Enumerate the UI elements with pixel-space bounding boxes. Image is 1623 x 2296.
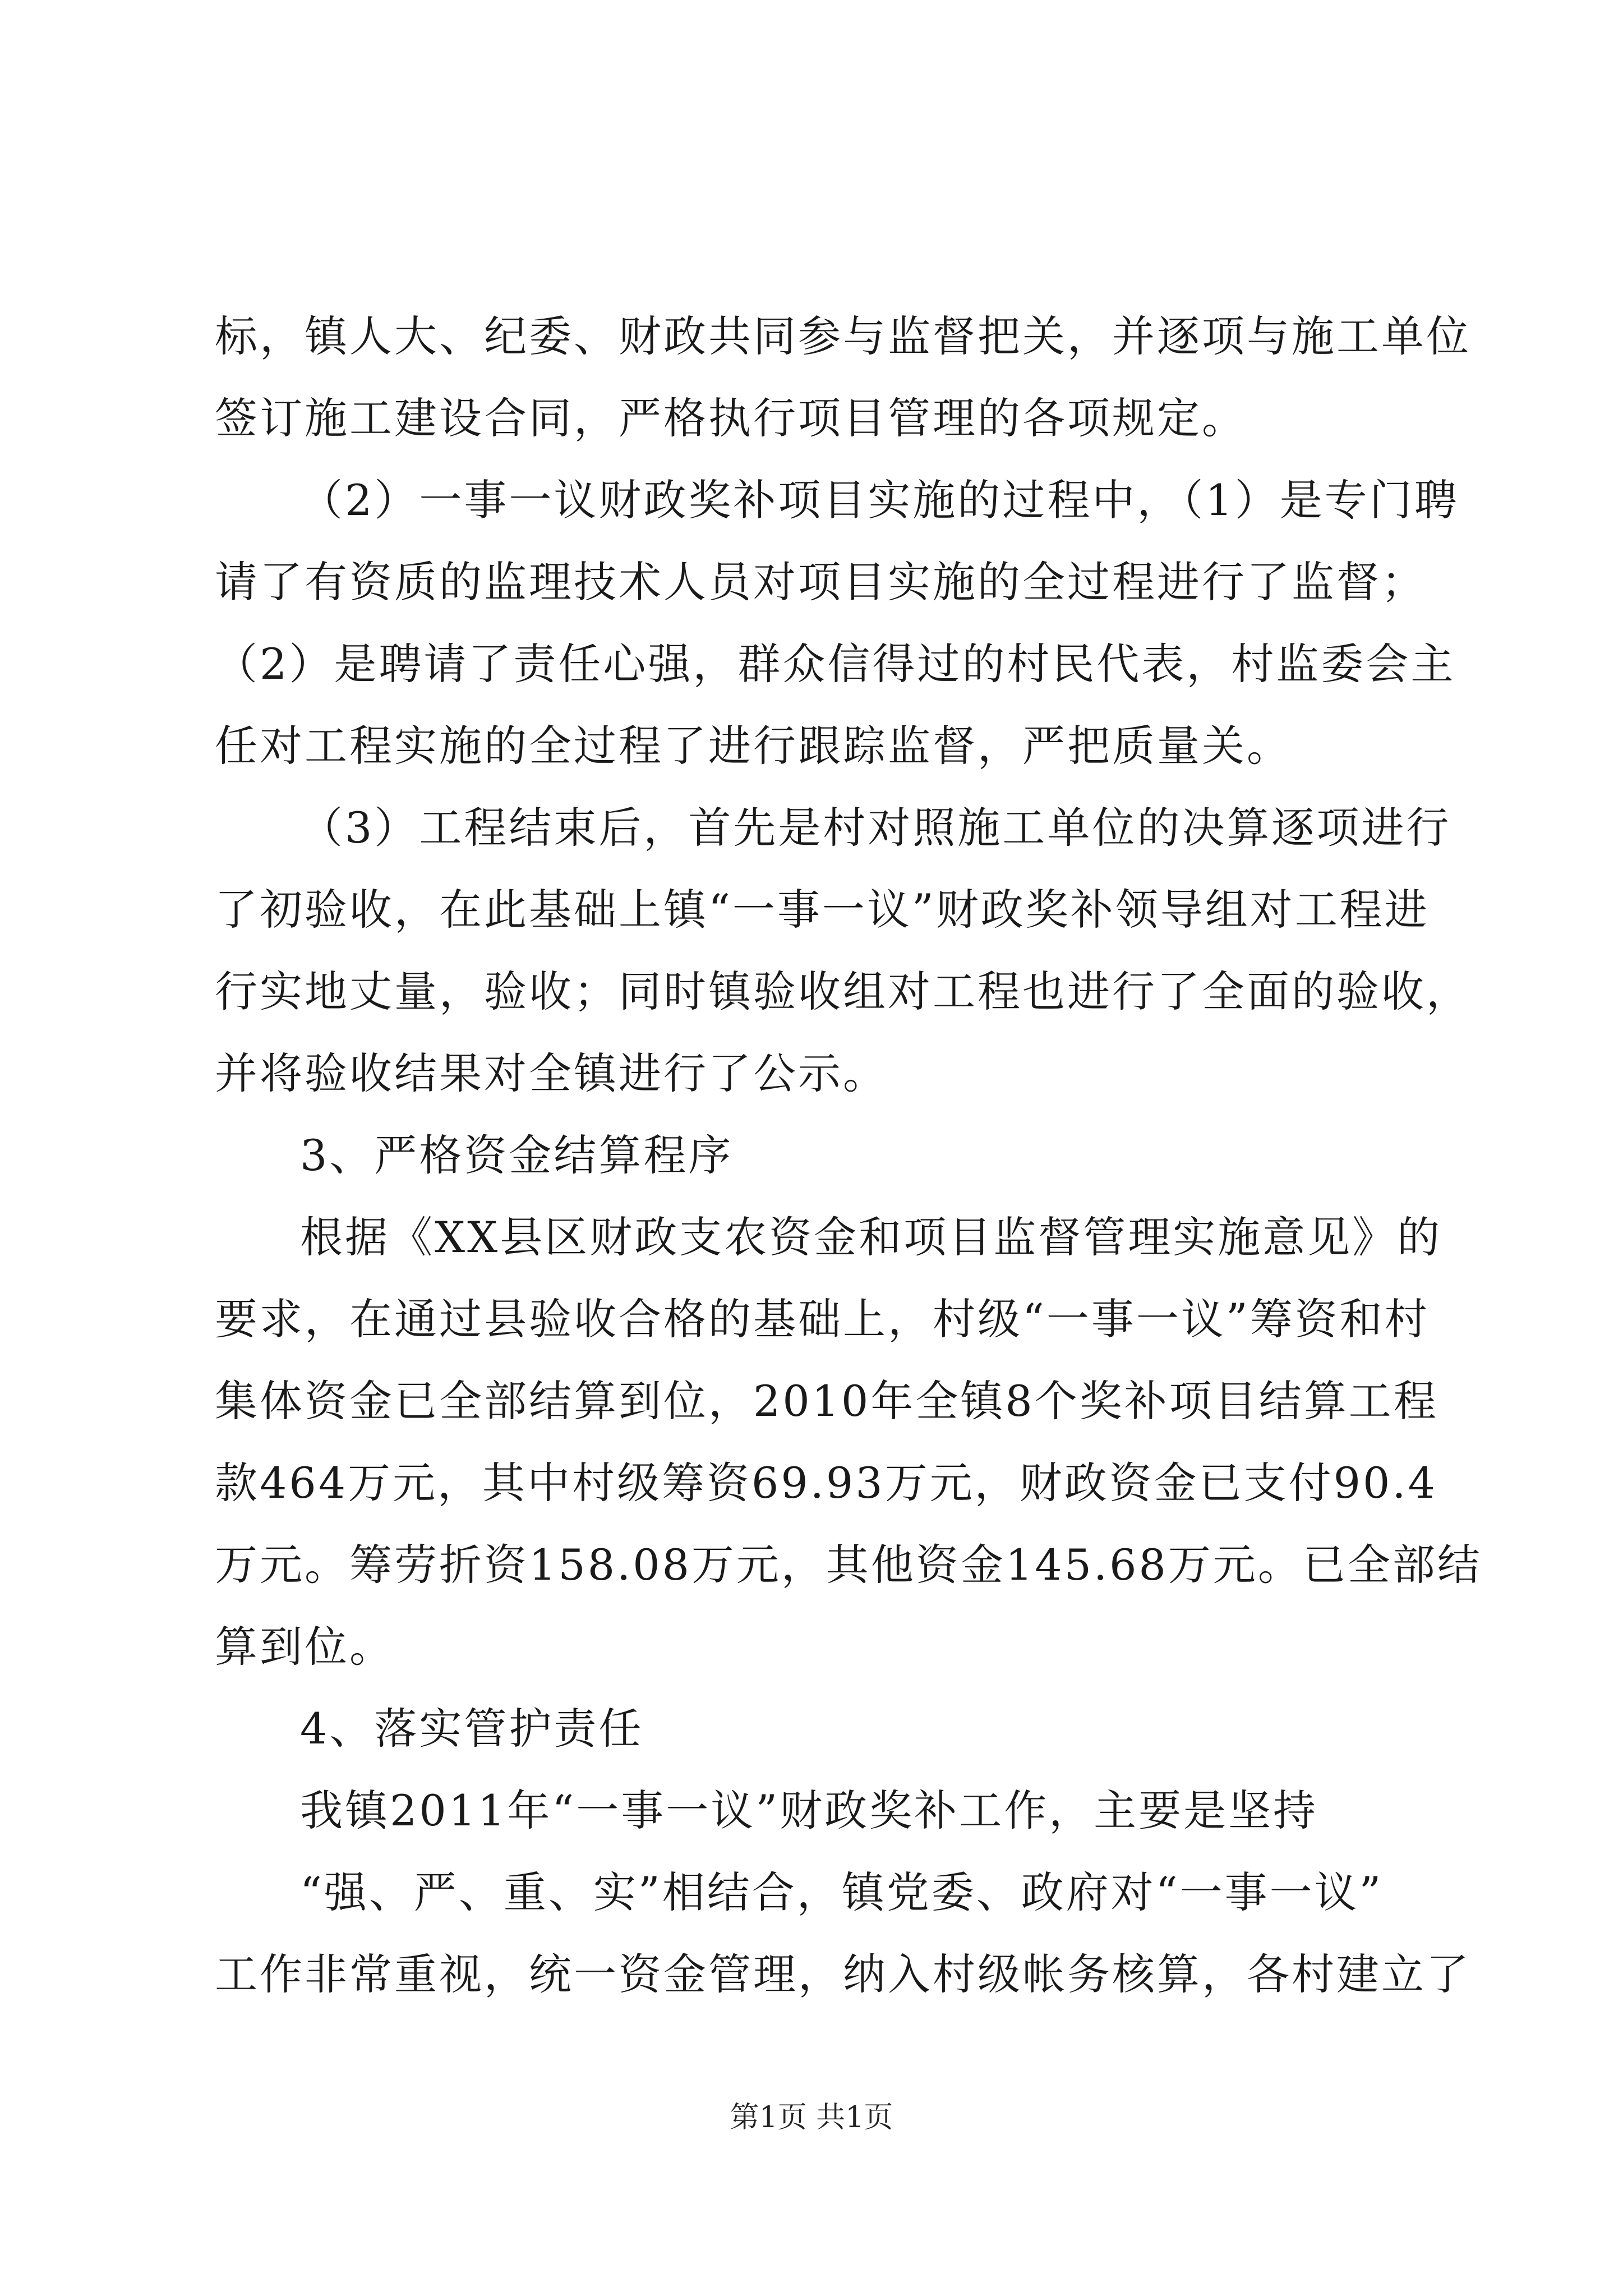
- text-line: 并将验收结果对全镇进行了公示。: [215, 1048, 888, 1098]
- text-line: 了初验收，在此基础上镇“一事一议”财政奖补领导组对工程进: [215, 885, 1430, 935]
- text-line: 根据《XX县区财政支农资金和项目监督管理实施意见》的: [300, 1212, 1442, 1262]
- text-line: 工作非常重视，统一资金管理，纳入村级帐务核算，各村建立了: [215, 1949, 1471, 1999]
- section-heading: 3、严格资金结算程序: [300, 1130, 734, 1180]
- text-line: 集体资金已全部结算到位，2010年全镇8个奖补项目结算工程: [215, 1376, 1438, 1426]
- text-line: 要求，在通过县验收合格的基础上，村级“一事一议”筹资和村: [215, 1294, 1430, 1344]
- text-line: 我镇2011年“一事一议”财政奖补工作，主要是坚持: [300, 1786, 1318, 1835]
- text-line: （3）工程结束后，首先是村对照施工单位的决算逐项进行: [300, 803, 1451, 853]
- text-line: 请了有资质的监理技术人员对项目实施的全过程进行了监督；: [215, 557, 1426, 607]
- text-line: （2）是聘请了责任心强，群众信得过的村民代表，村监委会主: [215, 639, 1456, 689]
- text-line: （2）一事一议财政奖补项目实施的过程中，（1）是专门聘: [300, 475, 1459, 525]
- section-heading: 4、落实管护责任: [300, 1704, 644, 1754]
- text-line: “强、严、重、实”相结合，镇党委、政府对“一事一议”: [300, 1867, 1384, 1917]
- text-line: 万元。筹劳折资158.08万元，其他资金145.68万元。已全部结: [215, 1540, 1482, 1590]
- text-line: 签订施工建设合同，严格执行项目管理的各项规定。: [215, 393, 1247, 443]
- text-line: 款464万元，其中村级筹资69.93万元，财政资金已支付90.4: [215, 1458, 1437, 1508]
- text-line: 算到位。: [215, 1622, 394, 1672]
- text-line: 标，镇人大、纪委、财政共同参与监督把关，并逐项与施工单位: [215, 311, 1471, 361]
- text-line: 行实地丈量，验收；同时镇验收组对工程也进行了全面的验收，: [215, 967, 1471, 1016]
- page-footer: 第1页 共1页: [730, 2101, 893, 2134]
- text-line: 任对工程实施的全过程了进行跟踪监督，严把质量关。: [215, 721, 1292, 771]
